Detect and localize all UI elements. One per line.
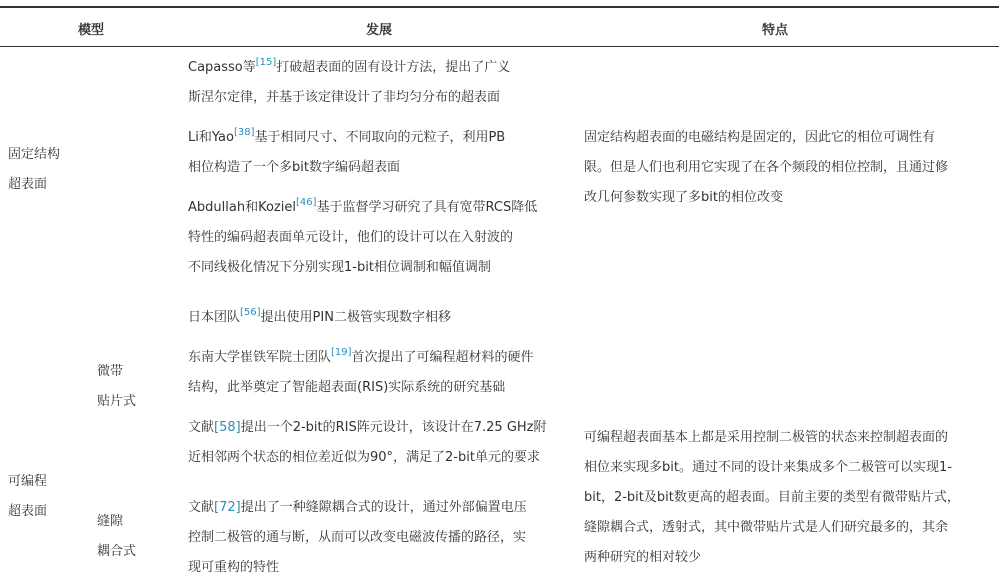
citation-link-72[interactable]: [72] — [214, 500, 241, 515]
features-programmable-line-1: 可编程超表面基本上都是采用控制二极管的状态来控制超表面的 — [584, 430, 949, 445]
features-programmable-line-4: 缝隙耦合式，透射式，其中微带贴片式是人们研究最多的，其余 — [584, 520, 949, 535]
entry-abdullah-line-1: Abdullah和Koziel[46]基于监督学习研究了具有宽带RCS降低 — [188, 197, 538, 215]
entry-southeast-univ-line-1: 东南大学崔铁军院士团队[19]首次提出了可编程超材料的硬件 — [188, 347, 534, 365]
row-label-fixed-1: 固定结构 — [8, 147, 61, 162]
citation-link-56[interactable]: [56] — [240, 307, 261, 318]
features-fixed-line-2: 限。但是人们也利用它实现了在各个频段的相位控制，且通过修 — [584, 160, 949, 175]
entry-ref72-line-1: 文献[72]提出了一种缝隙耦合式的设计，通过外部偏置电压 — [188, 500, 527, 515]
subrow-label-microstrip-1: 微带 — [97, 364, 124, 379]
header-development: 发展 — [366, 23, 393, 38]
features-fixed-line-1: 固定结构超表面的电磁结构是固定的，因此它的相位可调性有 — [584, 130, 936, 145]
citation-link-46[interactable]: [46] — [295, 197, 317, 208]
entry-southeast-univ-line-2: 结构，此举奠定了智能超表面(RIS)实际系统的研究基础 — [188, 380, 506, 395]
entry-capasso-line-1: Capasso等[15]打破超表面的固有设计方法，提出了广义 — [188, 57, 511, 75]
features-fixed-line-3: 改几何参数实现了多bit的相位改变 — [584, 190, 783, 205]
citation-link-38[interactable]: [38] — [233, 127, 255, 138]
entry-capasso-line-2: 斯涅尔定律，并基于该定律设计了非均匀分布的超表面 — [188, 90, 501, 105]
header-model: 模型 — [78, 23, 105, 38]
entry-abdullah-line-3: 不同线极化情况下分别实现1-bit相位调制和幅值调制 — [188, 260, 491, 275]
entry-abdullah-line-2: 特性的编码超表面单元设计，他们的设计可以在入射波的 — [188, 230, 514, 245]
subrow-label-slot-2: 耦合式 — [97, 544, 137, 559]
features-programmable-line-3: bit，2-bit及bit数更高的超表面。目前主要的类型有微带贴片式， — [584, 490, 960, 505]
entry-ref58-line-1: 文献[58]提出一个2-bit的RIS阵元设计，该设计在7.25 GHz附 — [188, 420, 547, 435]
citation-link-15[interactable]: [15] — [255, 57, 277, 68]
row-label-fixed-2: 超表面 — [8, 177, 48, 192]
subrow-label-microstrip-2: 贴片式 — [97, 394, 137, 409]
entry-ref58-line-2: 近相邻两个状态的相位差近似为90°，满足了2-bit单元的要求 — [188, 450, 540, 465]
row-label-programmable-1: 可编程 — [8, 474, 48, 489]
subrow-label-slot-1: 缝隙 — [97, 514, 124, 529]
features-programmable-line-5: 两种研究的相对较少 — [584, 550, 702, 565]
features-programmable-line-2: 相位来实现多bit。通过不同的设计来集成多个二极管可以实现1- — [584, 460, 952, 475]
table-top-rule — [0, 6, 999, 8]
table-header-rule — [0, 46, 999, 47]
header-features: 特点 — [762, 23, 789, 38]
citation-link-19[interactable]: [19] — [331, 347, 352, 358]
entry-liyao-line-2: 相位构造了一个多bit数字编码超表面 — [188, 160, 400, 175]
entry-ref72-line-2: 控制二极管的通与断，从而可以改变电磁波传播的路径，实 — [188, 530, 527, 545]
entry-liyao-line-1: Li和Yao[38]基于相同尺寸、不同取向的元粒子，利用PB — [188, 127, 506, 145]
citation-link-58[interactable]: [58] — [214, 420, 241, 435]
entry-japan-team-line-1: 日本团队[56]提出使用PIN二极管实现数字相移 — [188, 307, 451, 325]
entry-ref72-line-3: 现可重构的特性 — [188, 560, 280, 575]
row-label-programmable-2: 超表面 — [8, 504, 48, 519]
